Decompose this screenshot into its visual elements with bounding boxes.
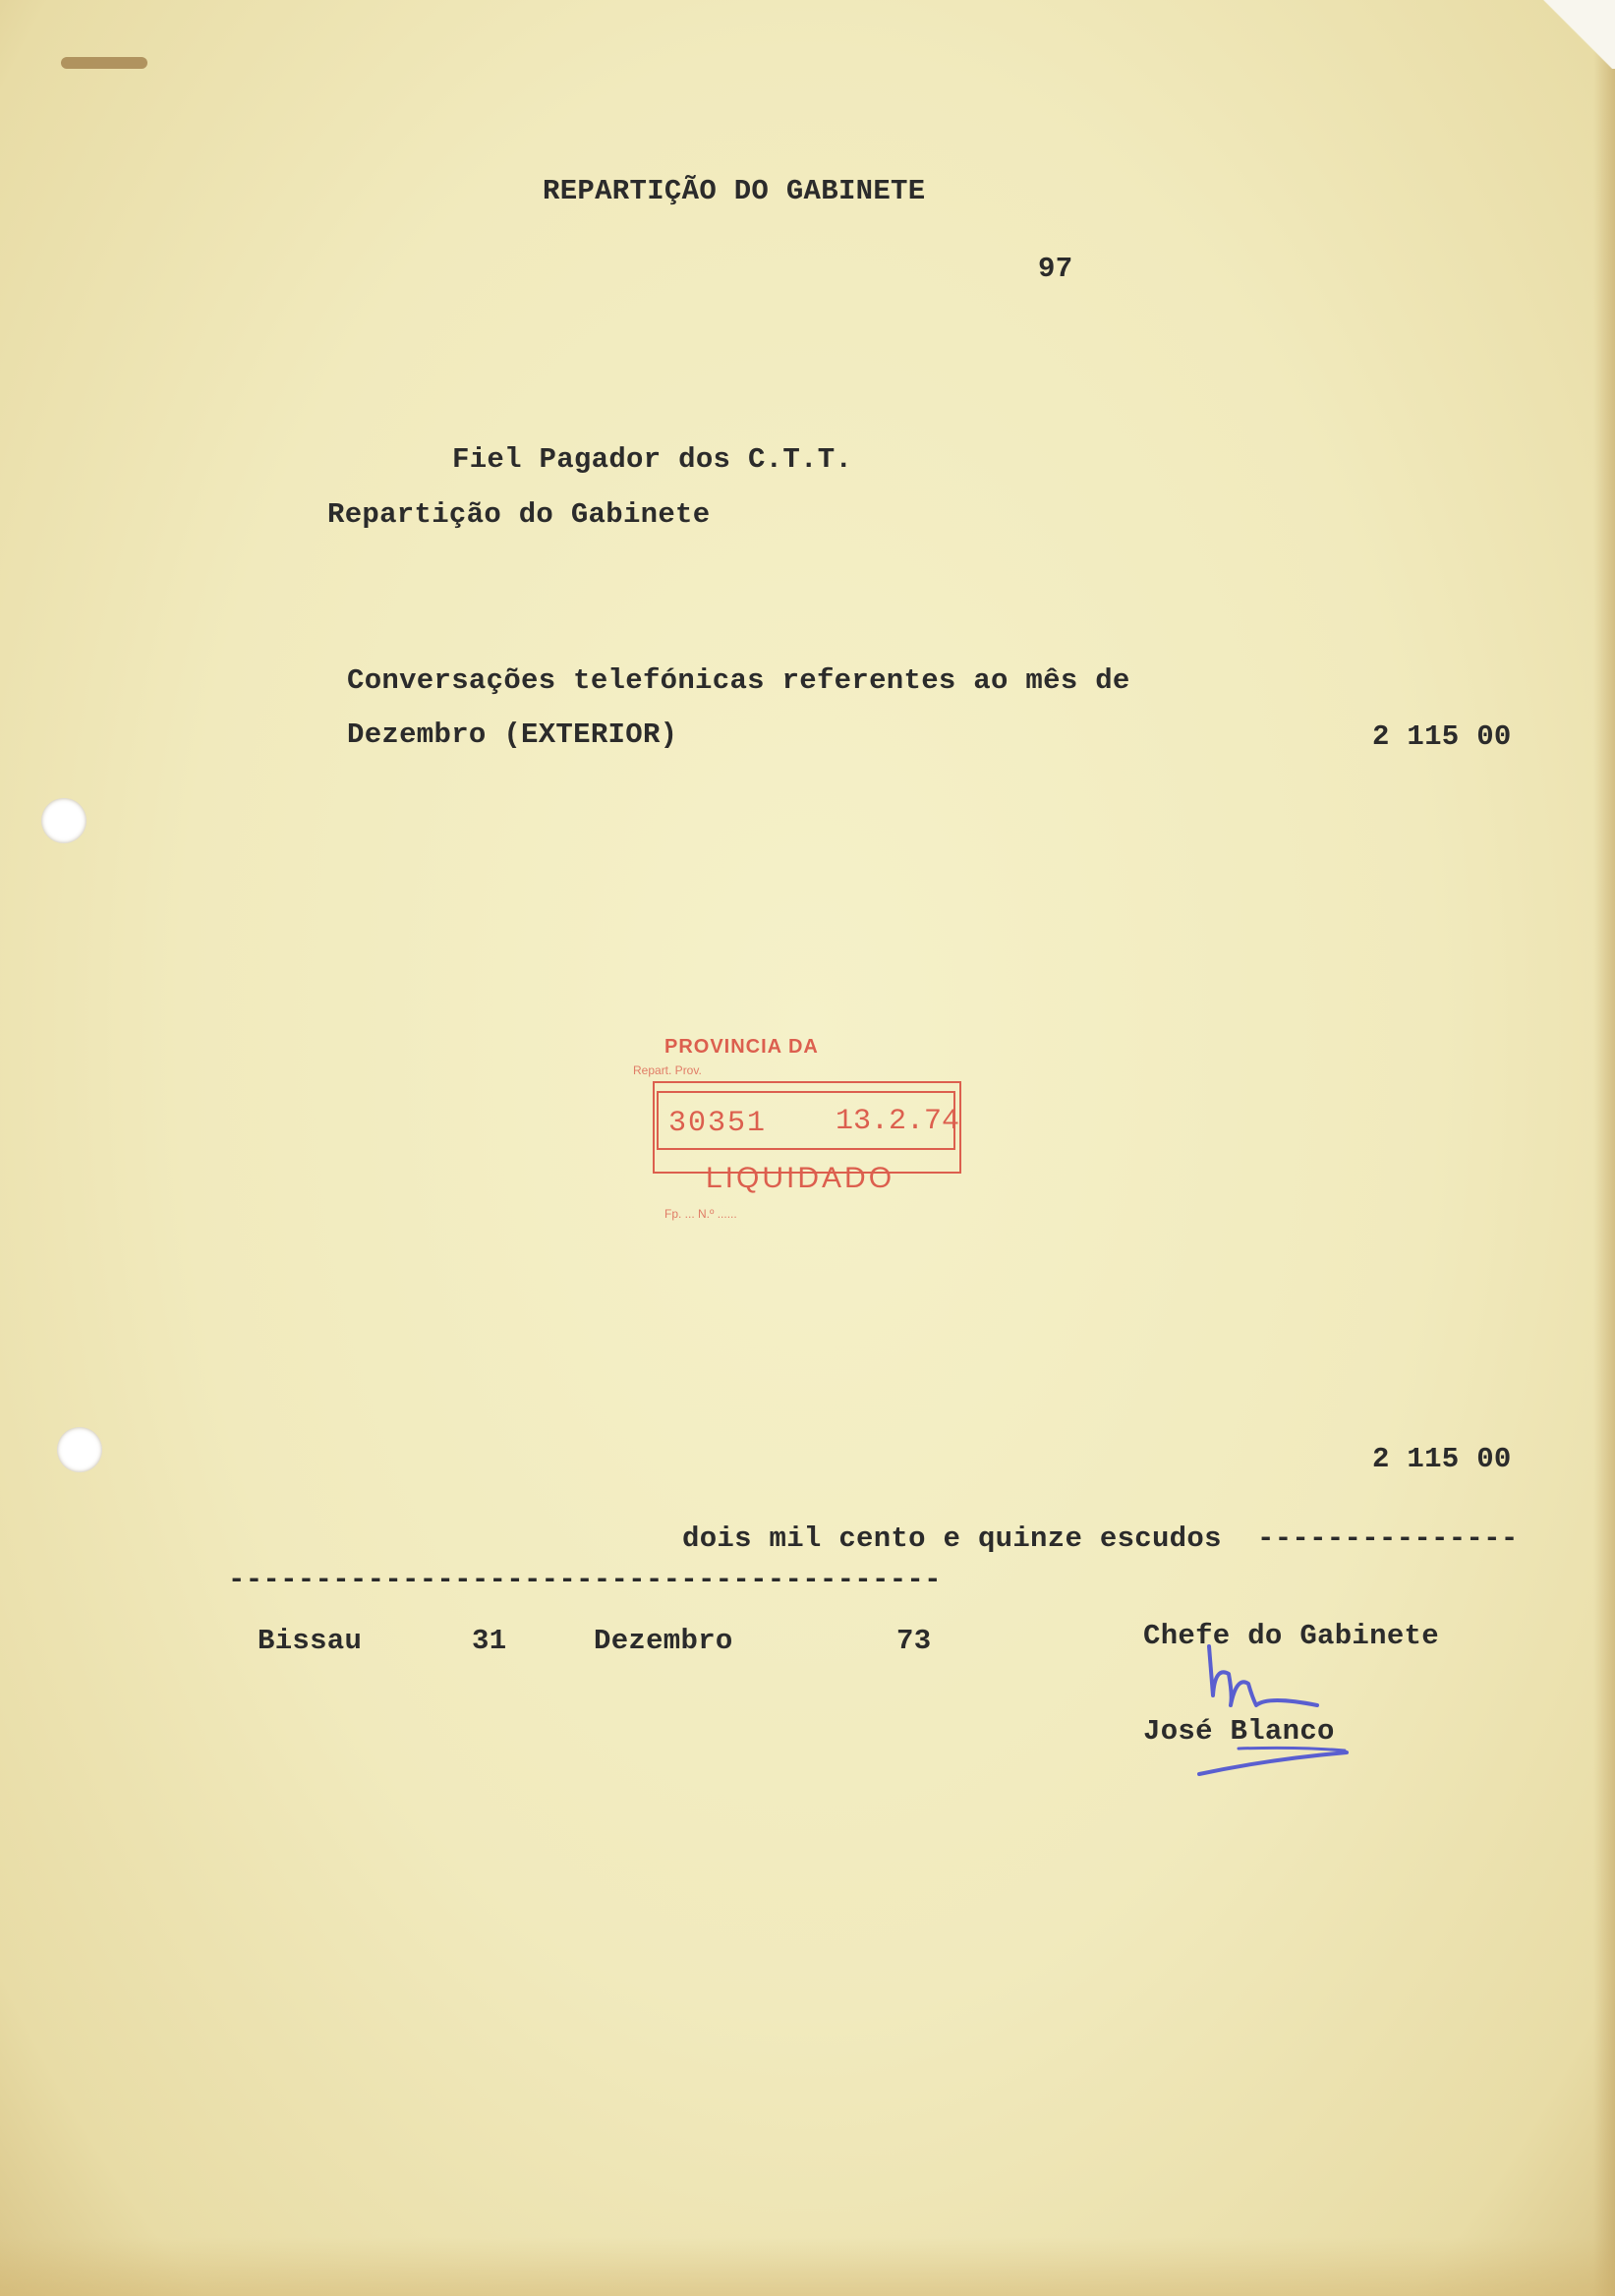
signer-title: Chefe do Gabinete — [1143, 1620, 1439, 1652]
stamp-box — [653, 1081, 961, 1174]
paper-bottom-shading — [0, 2237, 1615, 2296]
date-place: Bissau — [258, 1625, 363, 1657]
recipient-line-2: Repartição do Gabinete — [327, 498, 711, 531]
date-day: 31 — [472, 1625, 507, 1657]
recipient-line-1: Fiel Pagador dos C.T.T. — [452, 443, 853, 476]
rust-stain — [61, 57, 147, 69]
date-month: Dezembro — [594, 1625, 733, 1657]
filler-dashes-1: --------------- — [1257, 1522, 1519, 1555]
document-number: 97 — [1038, 253, 1073, 285]
paper-edge-shading — [1593, 0, 1615, 2296]
stamp-header: PROVINCIA DA — [664, 1036, 819, 1058]
stamp-footer: Fp. ... N.º ...... — [664, 1207, 737, 1221]
amount-in-words: dois mil cento e quinze escudos — [682, 1522, 1222, 1555]
total-amount: 2 115 00 — [1372, 1443, 1512, 1475]
liquidado-stamp — [625, 1022, 989, 1238]
stamp-number: 30351 — [668, 1107, 768, 1140]
date-year: 73 — [896, 1625, 932, 1657]
handwritten-signature — [1180, 1627, 1376, 1784]
document-heading: REPARTIÇÃO DO GABINETE — [543, 175, 926, 207]
stamp-status: LIQUIDADO — [706, 1162, 895, 1194]
torn-corner — [1527, 0, 1615, 69]
stamp-subheader: Repart. Prov. — [633, 1063, 702, 1077]
stamp-date: 13.2.74 — [836, 1105, 960, 1138]
description-line-2: Dezembro (EXTERIOR) — [347, 718, 678, 751]
filler-dashes-2: ----------------------------------------- — [228, 1564, 942, 1596]
signer-name: José Blanco — [1143, 1715, 1335, 1748]
punch-hole-bottom — [57, 1427, 102, 1472]
punch-hole-top — [41, 798, 87, 843]
description-line-1: Conversações telefónicas referentes ao mês de — [347, 664, 1130, 697]
item-amount: 2 115 00 — [1372, 720, 1512, 753]
stamp-inner-box — [657, 1091, 960, 1150]
